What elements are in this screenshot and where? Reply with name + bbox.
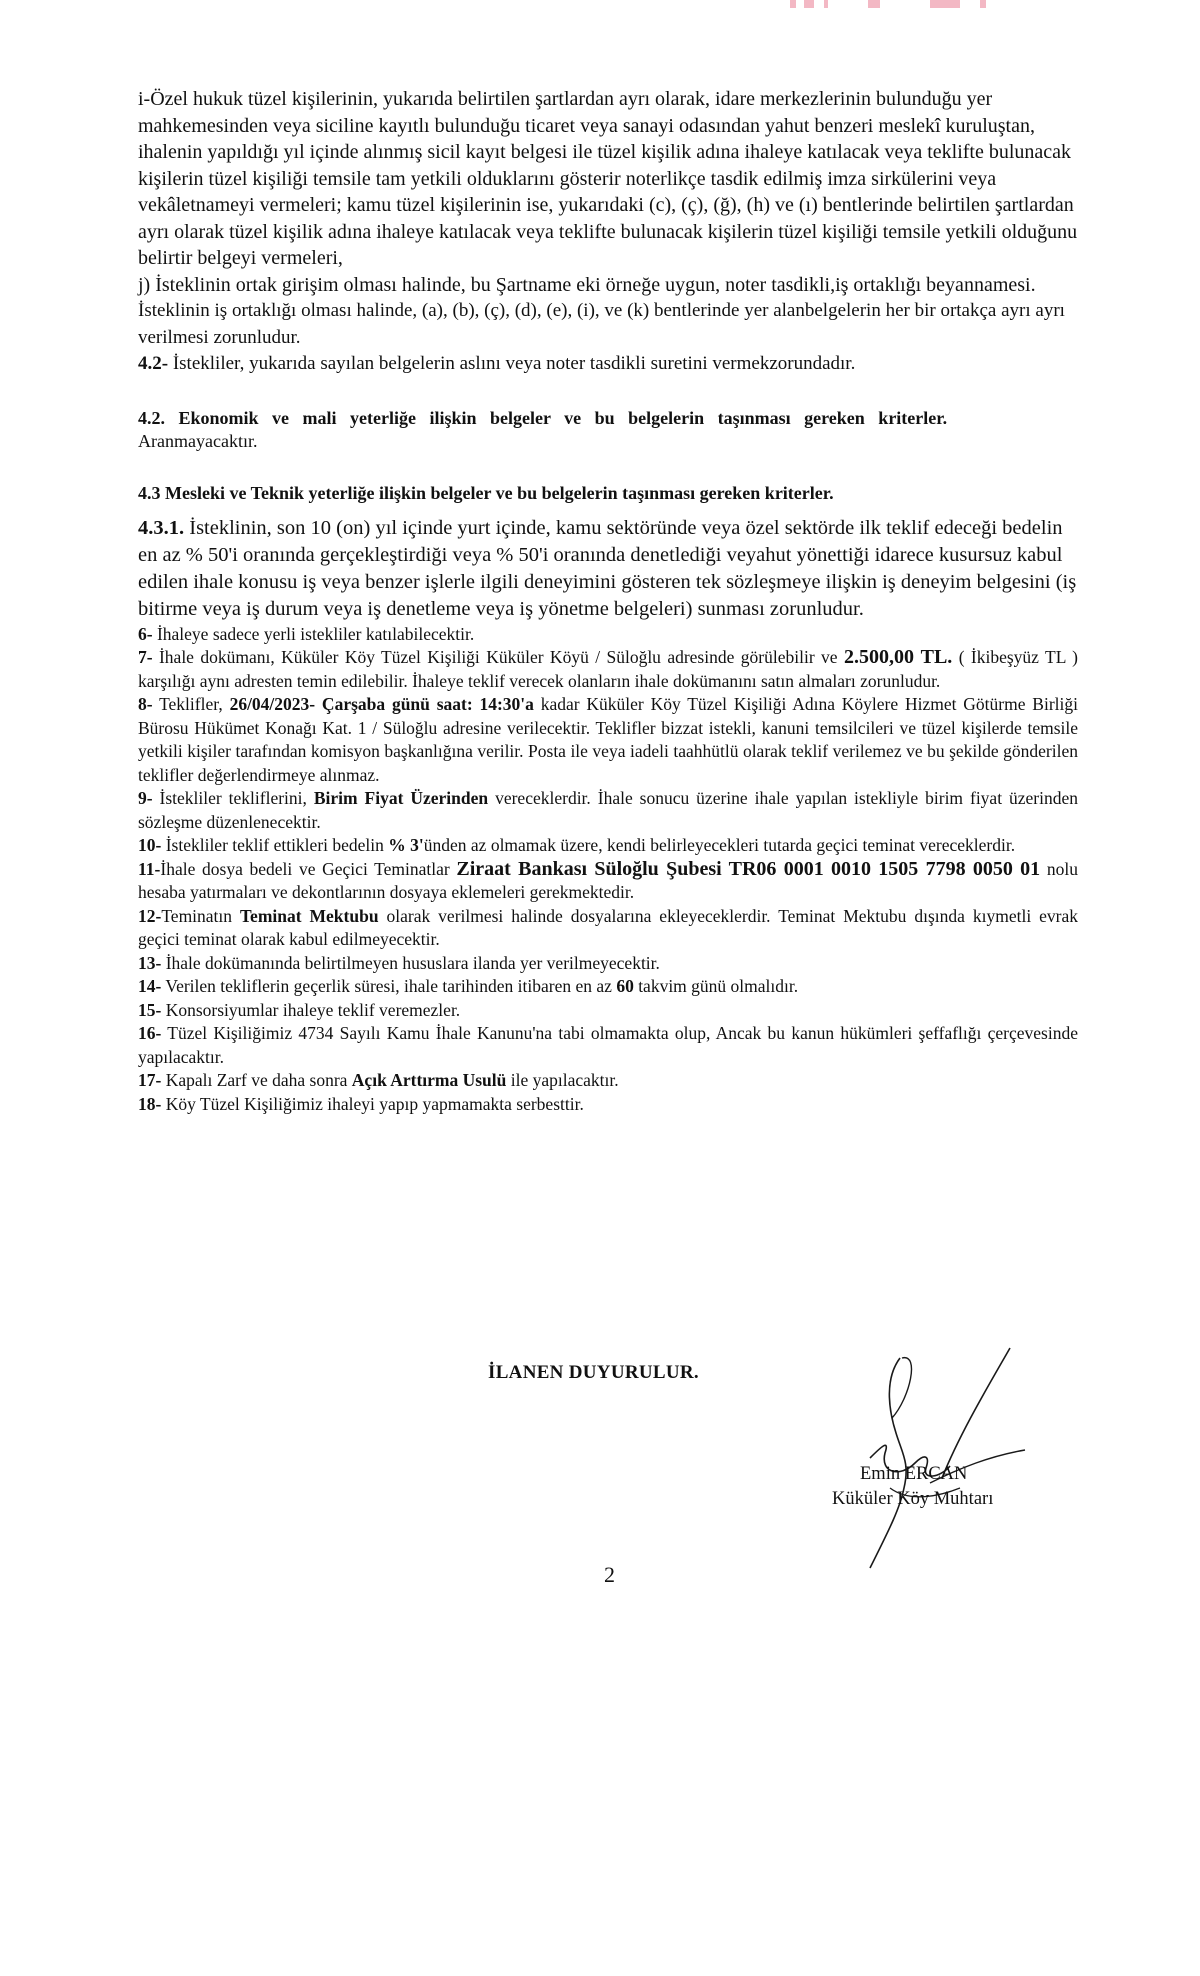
numbered-list [138,623,1078,1117]
paragraph-ozel-hukuk: i-Özel hukuk tüzel kişilerinin, yukarıda belirtilen şartlardan ayrı olarak, idare merkezlerinin bulunduğu yer mahkemesinden veya siciline kayıtlı bulunduğu ticaret veya sanayi odasından yahut benzeri meslekî kuruluştan, ihalenin yapıldığı yıl içinde alınmış sicil kayıt belgesi ile tüzel kişilik adına ihaleye katılacak veya teklifte bulunacak kişilerin tüzel kişiliği temsile tam yetkili olduklarını gösterir noterlikçe tasdik edilmiş imza sirkülerini veya vekâletnameyi vermeleri; kamu tüzel kişilerinin ise, yukarıdaki (c), (ç), (ğ), (h) ve (ı) bentlerinde belirtilen şartlardan ayrı olarak tüzel kişilik adına ihaleye katılacak veya teklifte bulunacak kişilerin tüzel kişiliği temsile yetkili olduğunu belirtir belgeyi vermeleri, [138,88,1078,269]
item-text: İhale dokümanında belirtilmeyen hususlara ilanda yer verilmeyecektir. [161,952,660,973]
heading-ekonomik-mali: 4.2. Ekonomik ve mali yeterliğe ilişkin belgeler ve bu belgelerin taşınması gereken kriterler. [138,407,948,428]
page-number: 2 [604,1562,615,1587]
text-aranmayacaktir: Aranmayacaktır. [138,430,258,451]
section-text: İstekliler, yukarıda sayılan belgelerin aslını veya noter tasdikli suretini vermekzorundadır. [168,353,856,374]
item-number: 18- [138,1093,162,1114]
item-text: nolu hesaba yatırmaları ve dekontlarının dosyaya eklemeleri gerekmektedir. [138,858,1078,902]
scan-mark [824,0,828,8]
deadline-date: 26/04/2023- Çarşaba günü saat: 14:30'a [229,694,534,714]
scan-mark [868,0,880,8]
list-item-11 [138,858,1078,905]
list-item-10 [138,834,1078,858]
auction-method: Açık Arttırma Usulü [351,1070,507,1090]
item-number: 15- [138,999,162,1020]
section-number: 4.2- [138,353,169,374]
validity-days: 60 [616,976,634,996]
announcement-closing: İLANEN DUYURULUR. [488,1362,699,1383]
paragraph-4-2-belgeler [138,351,1078,378]
item-text: Tüzel Kişiliğimiz 4734 Sayılı Kamu İhale Kanunu'na tabi olmamakta olup, Ancak bu kanun hükümleri şeffaflığı çerçevesinde yapılacaktır. [138,1023,1078,1067]
item-text: İhaleye sadece yerli istekliler katılabilecektir. [152,623,475,644]
item-text: kadar Küküler Köy Tüzel Kişiliği Adına Köylere Hizmet Götürme Birliği Bürosu Hükümet Konağı Kat. 1 / Süloğlu adresine verilecektir. Teklifler bizzat istekli, kanuni temsilcileri ve tüzel kişilerde temsile yetkili kişiler tarafından komisyon başkanlığına verilir. Posta ile veya iadeli taahhütlü olarak teklif verilemez ve bu şekilde gönderilen teklifler değerlendirmeye alınmaz. [138,694,1078,785]
bank-account: Ziraat Bankası Süloğlu Şubesi TR06 0001 0010 1505 7798 0050 01 [456,857,1041,880]
item-text: İstekliler teklif ettikleri bedelin [161,835,389,855]
list-item-9 [138,787,1078,834]
section-text: İsteklinin, son 10 (on) yıl içinde yurt içinde, kamu sektöründe veya özel sektörde ilk teklif edeceği bedelin en az % 50'i oranında gerçekleştirdiği veya % 50'i oranında denetlediği veyahut yönettiği idarece kusursuz kabul edilen ihale konusu iş veya benzer işlerle ilgili deneyimini gösteren tek sözleşmeye ilişkin iş deneyim belgesini (iş bitirme veya iş durum veya iş denetleme veya iş yönetme belgeleri) sunması zorunludur. [138,516,1077,620]
scan-mark [790,0,796,8]
list-item-14 [138,975,1078,999]
item-text: Teklifler, [152,694,230,714]
item-number: 11- [138,858,161,879]
list-item-18 [138,1093,1078,1117]
item-text: ( İkibeşyüz TL ) karşılığı aynı adresten temin edilebilir. İhaleye teklif verecek olanların ihale dokümanını satın almaları zorunludur. [138,647,1078,691]
item-text: takvim günü olmalıdır. [633,976,799,996]
scan-mark [980,0,986,8]
guarantee-type: Teminat Mektubu [239,905,379,926]
guarantee-percent: % 3' [388,835,424,855]
item-text: olarak verilmesi halinde dosyalarına ekleyeceklerdir. Teminat Mektubu dışında kıymetli evrak geçici teminat olarak kabul edilmeyecektir. [138,905,1078,949]
list-item-12 [138,905,1078,952]
paragraph-item-j: j) İsteklinin ortak girişim olması halinde, bu Şartname eki örneğe uygun, noter tasdikli,iş ortaklığı beyannamesi. [138,273,1036,296]
item-number: 17- [138,1070,162,1090]
list-item-17 [138,1069,1078,1093]
list-item-8 [138,693,1078,787]
list-item-13 [138,952,1078,976]
item-text: Verilen tekliflerin geçerlik süresi, ihale tarihinden itibaren en az [161,976,617,996]
item-text: İhale dosya bedeli ve Geçici Teminatlar [160,858,457,879]
item-number: 14- [138,976,162,996]
item-text: Teminatın [161,905,240,926]
item-text: Köy Tüzel Kişiliğimiz ihaleyi yapıp yapmamakta serbesttir. [161,1093,584,1114]
scan-mark [930,0,960,8]
item-text: İstekliler tekliflerini, [152,788,314,808]
item-number: 16- [138,1023,162,1043]
list-item-6 [138,623,1078,647]
item-text: vereceklerdir. İhale sonucu üzerine ihale yapılan istekliyle birim fiyat üzerinden sözleşme düzenlenecektir. [138,788,1078,832]
heading-mesleki-teknik: 4.3 Mesleki ve Teknik yeterliğe ilişkin belgeler ve bu belgelerin taşınması gereken kriterler. [138,482,834,503]
paragraph-4-3-1 [138,515,1078,623]
item-text: ünden az olmamak üzere, kendi belirleyecekleri tutarda geçici teminat vereceklerdir. [423,835,1016,855]
section-number: 4.3.1. [138,516,185,539]
item-number: 9- [138,788,153,808]
item-text: Konsorsiyumlar ihaleye teklif veremezler. [161,999,461,1020]
item-text: İhale dokümanı, Küküler Köy Tüzel Kişiliği Küküler Köyü / Süloğlu adresinde görülebilir ve [152,647,844,667]
paragraph-is-ortakligi: İsteklinin iş ortaklığı olması halinde, (a), (b), (ç), (d), (e), (i), ve (k) bentlerinde yer alanbelgelerin her bir ortakça ayrı ayrı verilmesi zorunludur. [138,300,1065,348]
signatory-name: Emin ERCAN [860,1464,968,1484]
list-item-16 [138,1022,1078,1069]
item-number: 13- [138,952,162,973]
bid-method: Birim Fiyat Üzerinden [313,788,489,808]
signatory-title: Küküler Köy Muhtarı [832,1489,994,1509]
item-number: 6- [138,623,153,644]
item-number: 10- [138,835,162,855]
list-item-15 [138,999,1078,1023]
item-number: 12- [138,905,162,926]
list-item-7 [138,646,1078,693]
item-text: Kapalı Zarf ve daha sonra [161,1070,352,1090]
handwritten-signature [830,1338,1040,1578]
item-text: ile yapılacaktır. [506,1070,619,1090]
item-number: 8- [138,694,153,714]
item-number: 7- [138,647,153,667]
fee-amount: 2.500,00 TL. [843,646,953,668]
scan-mark [804,0,814,8]
scan-color-marks [790,0,1000,10]
document-body [138,86,1078,1116]
